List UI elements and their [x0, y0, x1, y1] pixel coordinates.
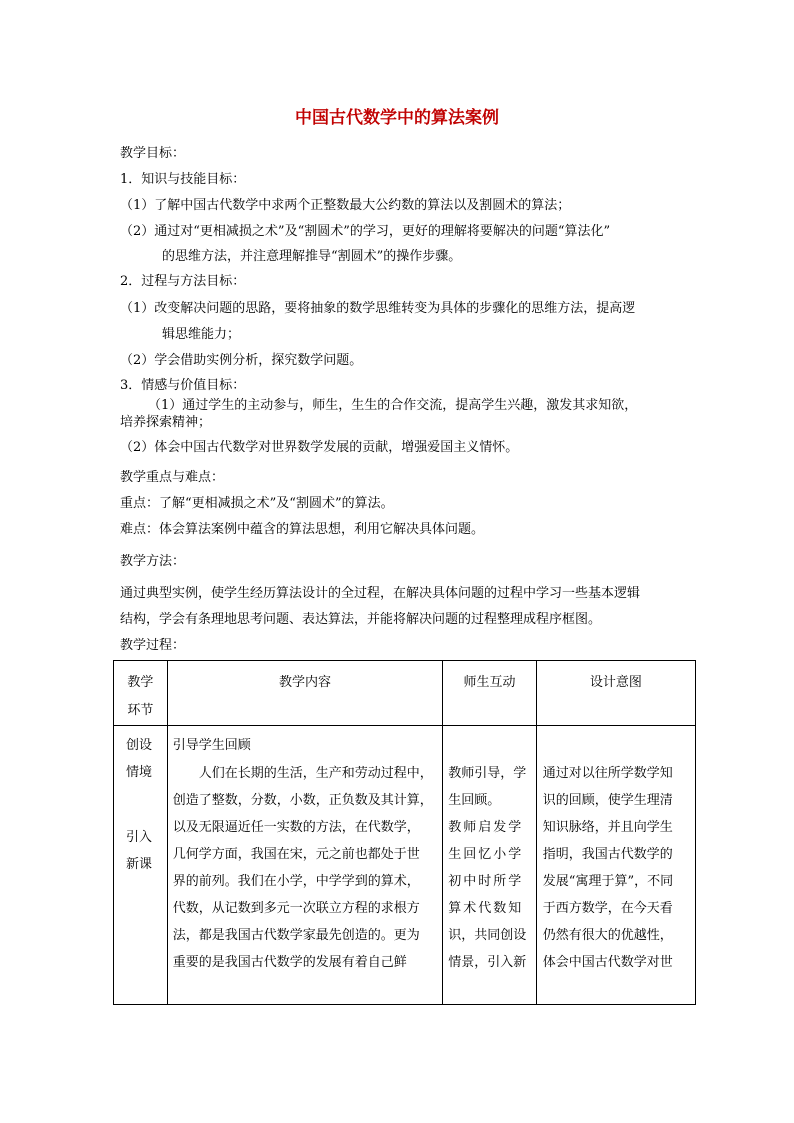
header-interaction-label: 师生互动	[463, 675, 516, 690]
interaction-line: 初中时所学	[448, 874, 524, 889]
knowledge-goal-item-1: （1）了解中国古代数学中求两个正整数最大公约数的算法以及割圆术的算法；	[120, 198, 571, 213]
process-goal-item-2: （2）学会借助实例分析，探究数学问题。	[120, 353, 363, 368]
intent-line: 体会中国古代数学对世	[542, 955, 673, 970]
content-line: 人们在长期的生活，生产和劳动过程中，	[172, 766, 433, 781]
value-goal-item-2: （2）体会中国古代数学对世界数学发展的贡献，增强爱国主义情怀。	[120, 440, 519, 455]
teaching-process-table	[113, 660, 696, 1005]
value-goals-heading: 3．情感与价值目标：	[120, 378, 246, 393]
content-line: 以及无限逼近任一实数的方法，在代数学，	[172, 820, 420, 835]
interaction-line: 情景，引入新	[448, 955, 527, 970]
document-title: 中国古代数学中的算法案例	[295, 108, 499, 128]
stage-line: 引入	[126, 830, 153, 845]
content-line: 法，都是我国古代数学家最先创造的。更为	[172, 928, 420, 943]
process-goals-heading: 2．过程与方法目标：	[120, 274, 246, 289]
interaction-line: 生回顾。	[448, 793, 501, 808]
table-row	[114, 726, 696, 1005]
header-intent	[536, 661, 695, 726]
stage-line: 创设	[126, 738, 153, 753]
interaction-line: 算术代数知	[448, 901, 524, 916]
intent-line: 仍然有很大的优越性，	[542, 928, 673, 943]
content-line: 重要的是我国古代数学的发展有着自己鲜	[172, 955, 407, 970]
header-content-label: 教学内容	[279, 675, 332, 690]
table-header-row	[114, 661, 696, 726]
method-line-2: 结构，学会有条理地思考问题、表达算法，并能将解决问题的过程整理成程序框图。	[120, 612, 602, 627]
header-intent-label: 设计意图	[589, 675, 642, 690]
header-interaction	[443, 661, 537, 726]
stage-cell	[114, 726, 168, 1005]
intent-line: 发展“寓理于算”，不同	[542, 874, 674, 889]
content-line: 代数，从记数到多元一次联立方程的求根方	[172, 901, 420, 916]
process-heading: 教学过程：	[120, 638, 186, 653]
header-stage	[114, 661, 168, 726]
knowledge-goals-heading: 1．知识与技能目标：	[120, 172, 246, 187]
header-stage-line-1: 教学	[127, 675, 154, 690]
content-line: 界的前列。我们在小学，中学学到的算术，	[172, 874, 420, 889]
key-point: 重点：了解“更相减损之术”及“割圆术”的算法。	[120, 496, 394, 511]
value-goal-item-1-line-1: （1）通过学生的主动参与，师生，生生的合作交流，提高学生兴趣，激发其求知欲，	[148, 398, 638, 413]
process-goal-item-1-line-1: （1）改变解决问题的思路，要将抽象的数学思维转变为具体的步骤化的思维方法，提高逻	[120, 301, 636, 316]
intent-line: 于西方数学，在今天看	[542, 901, 673, 916]
intent-line: 知识脉络，并且向学生	[542, 820, 673, 835]
knowledge-goal-item-2-line-1: （2）通过对“更相减损之术”及“割圆术”的学习，更好的理解将要解决的问题“算法化”	[120, 224, 611, 239]
content-line: 几何学方面，我国在宋，元之前也都处于世	[172, 847, 420, 862]
intent-line: 指明，我国古代数学的	[542, 847, 673, 862]
interaction-line: 识，共同创设	[448, 928, 527, 943]
method-line-1: 通过典型实例，使学生经历算法设计的全过程，在解决具体问题的过程中学习一些基本逻辑	[120, 586, 641, 601]
intent-line: 识的回顾，使学生理清	[542, 793, 673, 808]
interaction-cell	[443, 726, 537, 1005]
interaction-line: 教师引导，学	[448, 766, 527, 781]
knowledge-goal-item-2-line-2: 的思维方法，并注意理解推导“割圆术”的操作步骤。	[162, 249, 462, 264]
process-goal-item-1-line-2: 辑思维能力；	[162, 327, 241, 342]
hard-point: 难点：体会算法案例中蕴含的算法思想，利用它解决具体问题。	[120, 522, 485, 537]
content-title: 引导学生回顾	[172, 738, 251, 753]
goals-heading: 教学目标：	[120, 146, 186, 161]
header-stage-line-2: 环节	[127, 703, 154, 718]
value-goal-item-1-line-2: 培养探索精神；	[120, 415, 212, 430]
intent-cell	[536, 726, 695, 1005]
interaction-line: 生回忆小学	[448, 847, 524, 862]
method-heading: 教学方法：	[120, 554, 186, 569]
stage-line: 情境	[126, 765, 153, 780]
key-points-heading: 教学重点与难点：	[120, 470, 225, 485]
stage-line: 新课	[126, 857, 153, 872]
interaction-line: 教师启发学	[448, 820, 524, 835]
content-cell	[167, 726, 443, 1005]
header-content	[167, 661, 443, 726]
intent-line: 通过对以往所学数学知	[542, 766, 673, 781]
content-line: 创造了整数，分数，小数，正负数及其计算，	[172, 793, 433, 808]
